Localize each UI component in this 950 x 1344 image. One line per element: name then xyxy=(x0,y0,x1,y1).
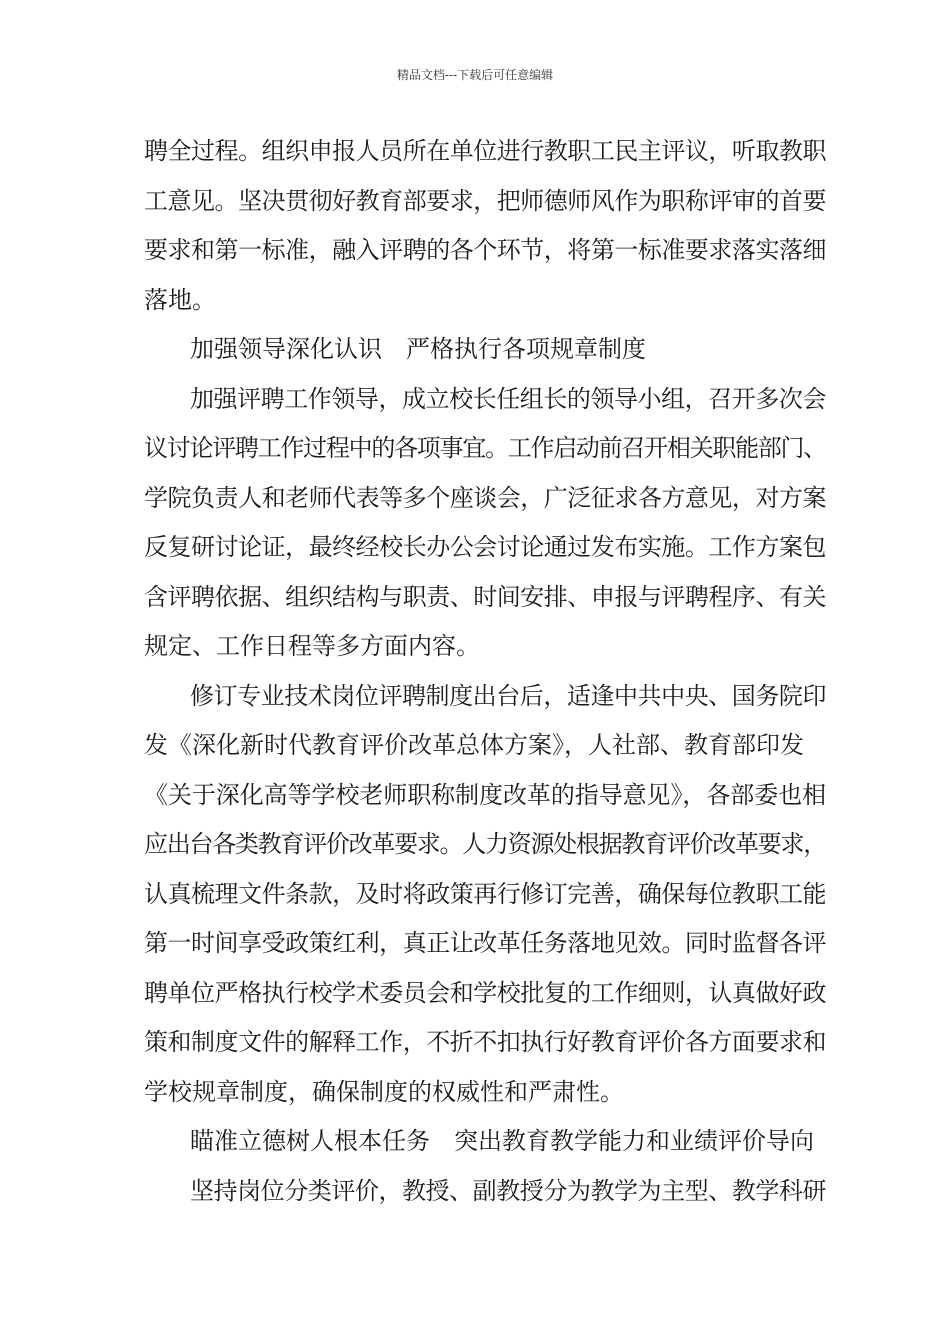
text-line: 《关于深化高等学校老师职称制度改革的指导意见》，各部委也相 xyxy=(144,780,826,809)
text-line: 瞄准立德树人根本任务 突出教育教学能力和业绩评价导向 xyxy=(190,1127,814,1155)
text-line: 应出台各类教育评价改革要求。人力资源处根据教育评价改革要求， xyxy=(144,830,826,858)
text-line: 要求和第一标准，融入评聘的各个环节，将第一标准要求落实落细 xyxy=(144,236,826,264)
text-line: 修订专业技术岗位评聘制度出台后，适逢中共中央、国务院印 xyxy=(190,681,826,710)
text-line: 落地。 xyxy=(144,285,216,314)
text-line: 认真梳理文件条款，及时将政策再行修订完善，确保每位教职工能 xyxy=(144,879,826,908)
text-line: 策和制度文件的解释工作，不折不扣执行好教育评价各方面要求和 xyxy=(144,1028,826,1056)
text-line: 加强评聘工作领导，成立校长任组长的领导小组，召开多次会 xyxy=(190,384,826,413)
text-line: 坚持岗位分类评价，教授、副教授分为教学为主型、教学科研 xyxy=(190,1176,826,1205)
text-line: 加强领导深化认识 严格执行各项规章制度 xyxy=(190,335,646,363)
text-line: 学院负责人和老师代表等多个座谈会，广泛征求各方意见，对方案 xyxy=(144,483,826,512)
text-line: 聘单位严格执行校学术委员会和学校批复的工作细则，认真做好政 xyxy=(144,978,826,1007)
page-header: 精品文档---下载后可任意编辑 xyxy=(396,68,554,82)
text-line: 聘全过程。组织申报人员所在单位进行教职工民主评议，听取教职 xyxy=(144,137,826,165)
text-line: 工意见。坚决贯彻好教育部要求，把师德师风作为职称评审的首要 xyxy=(144,186,826,215)
text-line: 含评聘依据、组织结构与职责、时间安排、申报与评聘程序、有关 xyxy=(144,582,826,611)
text-line: 发《深化新时代教育评价改革总体方案》，人社部、教育部印发 xyxy=(144,731,804,759)
text-line: 议讨论评聘工作过程中的各项事宜。工作启动前召开相关职能部门、 xyxy=(144,434,826,462)
text-line: 规定、工作日程等多方面内容。 xyxy=(144,632,480,660)
text-line: 反复研讨论证，最终经校长办公会讨论通过发布实施。工作方案包 xyxy=(144,533,826,561)
text-line: 学校规章制度，确保制度的权威性和严肃性。 xyxy=(144,1077,624,1106)
text-line: 第一时间享受政策红利，真正让改革任务落地见效。同时监督各评 xyxy=(144,929,826,957)
